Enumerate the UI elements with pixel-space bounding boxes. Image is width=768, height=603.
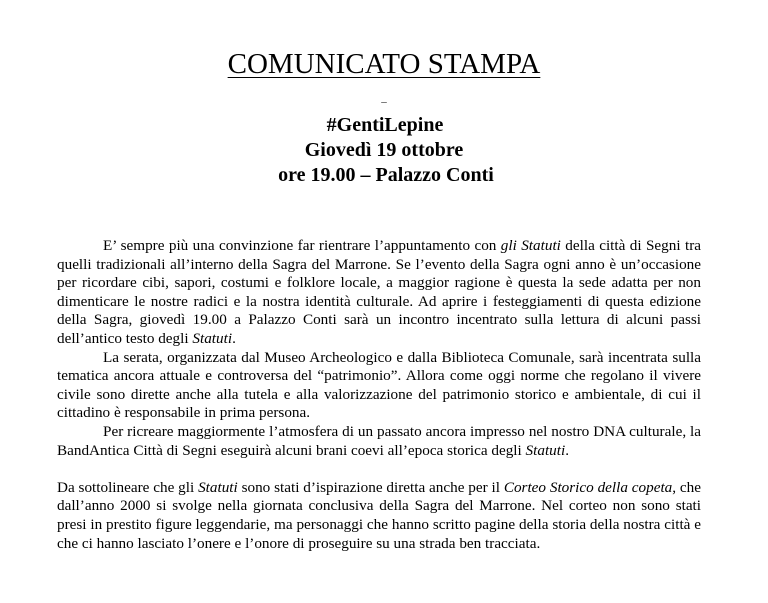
paragraph-3-text-b: . (565, 441, 570, 459)
paragraph-1-emphasis-statuti: gli Statuti (500, 237, 561, 254)
paragraph-4 (57, 479, 701, 553)
paragraph-4-emphasis-statuti: Statuti (198, 478, 238, 496)
document-title: COMUNICATO STAMPA (227, 48, 541, 80)
paragraph-3-emphasis-statuti: Statuti (525, 441, 566, 459)
paragraph-4-text-b: sono stati d’ispirazione diretta anche per il (237, 478, 504, 496)
title-separator: – (381, 96, 387, 108)
event-hashtag: #GentiLepine (326, 114, 444, 136)
paragraph-1-text-b: della città di Segni tra quelli tradizionali all’interno della Sagra del Marrone. Se l’evento della Sagra ogni anno è un’occasione per ricordare cibi, sapori, costumi e folklore locale, a maggior ragione è questa la sede adatta per non dimenticare le nostre radici e la nostra identità culturale. Ad aprire i festeggiamenti di questa edizione della Sagra, giovedì 19.00 a Palazzo Conti sarà un incontro incentrato sulla lettura di alcuni passi dell’antico testo degli (57, 237, 701, 347)
body-text (57, 237, 701, 553)
paragraph-4-text-a: Da sottolineare che gli (57, 478, 199, 496)
event-subheading (0, 113, 768, 188)
paragraph-1 (57, 237, 701, 349)
paragraph-1-text-a: E’ sempre più una convinzione far rientrare l’appuntamento con (103, 237, 501, 254)
paragraph-3 (57, 423, 701, 460)
paragraph-4-emphasis-corteo: Corteo Storico della copeta (503, 478, 673, 496)
paragraph-2: La serata, organizzata dal Museo Archeologico e dalla Biblioteca Comunale, sarà incentrata sulla tematica ancora attuale e controversa del “patrimonio”. Allora come oggi norme che regolano il vivere civile sono dirette anche alla tutela e alla valorizzazione del patrimonio storico e ambientale, di cui il cittadino è responsabile in prima persona. (57, 348, 701, 422)
event-time-place: ore 19.00 – Palazzo Conti (278, 164, 494, 186)
paragraph-1-text-c: . (232, 329, 236, 347)
paragraph-3-text-a: Per ricreare maggiormente l’atmosfera di un passato ancora impresso nel nostro DNA culturale, la BandAntica Città di Segni eseguirà alcuni brani coevi all’epoca storica degli (57, 422, 701, 459)
paragraph-4-text-c: , che dall’anno 2000 si svolge nella giornata conclusiva della Sagra del Marrone. Nel corteo non sono stati presi in prestito figure leggendarie, ma personaggi che hanno scritto pagine della storia della nostra città e che ci hanno lasciato l’onere e l’onore di proseguire su una strada ben tracciata. (57, 478, 701, 552)
paragraph-1-emphasis-statuti-2: Statuti (192, 329, 233, 347)
event-date: Giovedì 19 ottobre (304, 139, 464, 161)
